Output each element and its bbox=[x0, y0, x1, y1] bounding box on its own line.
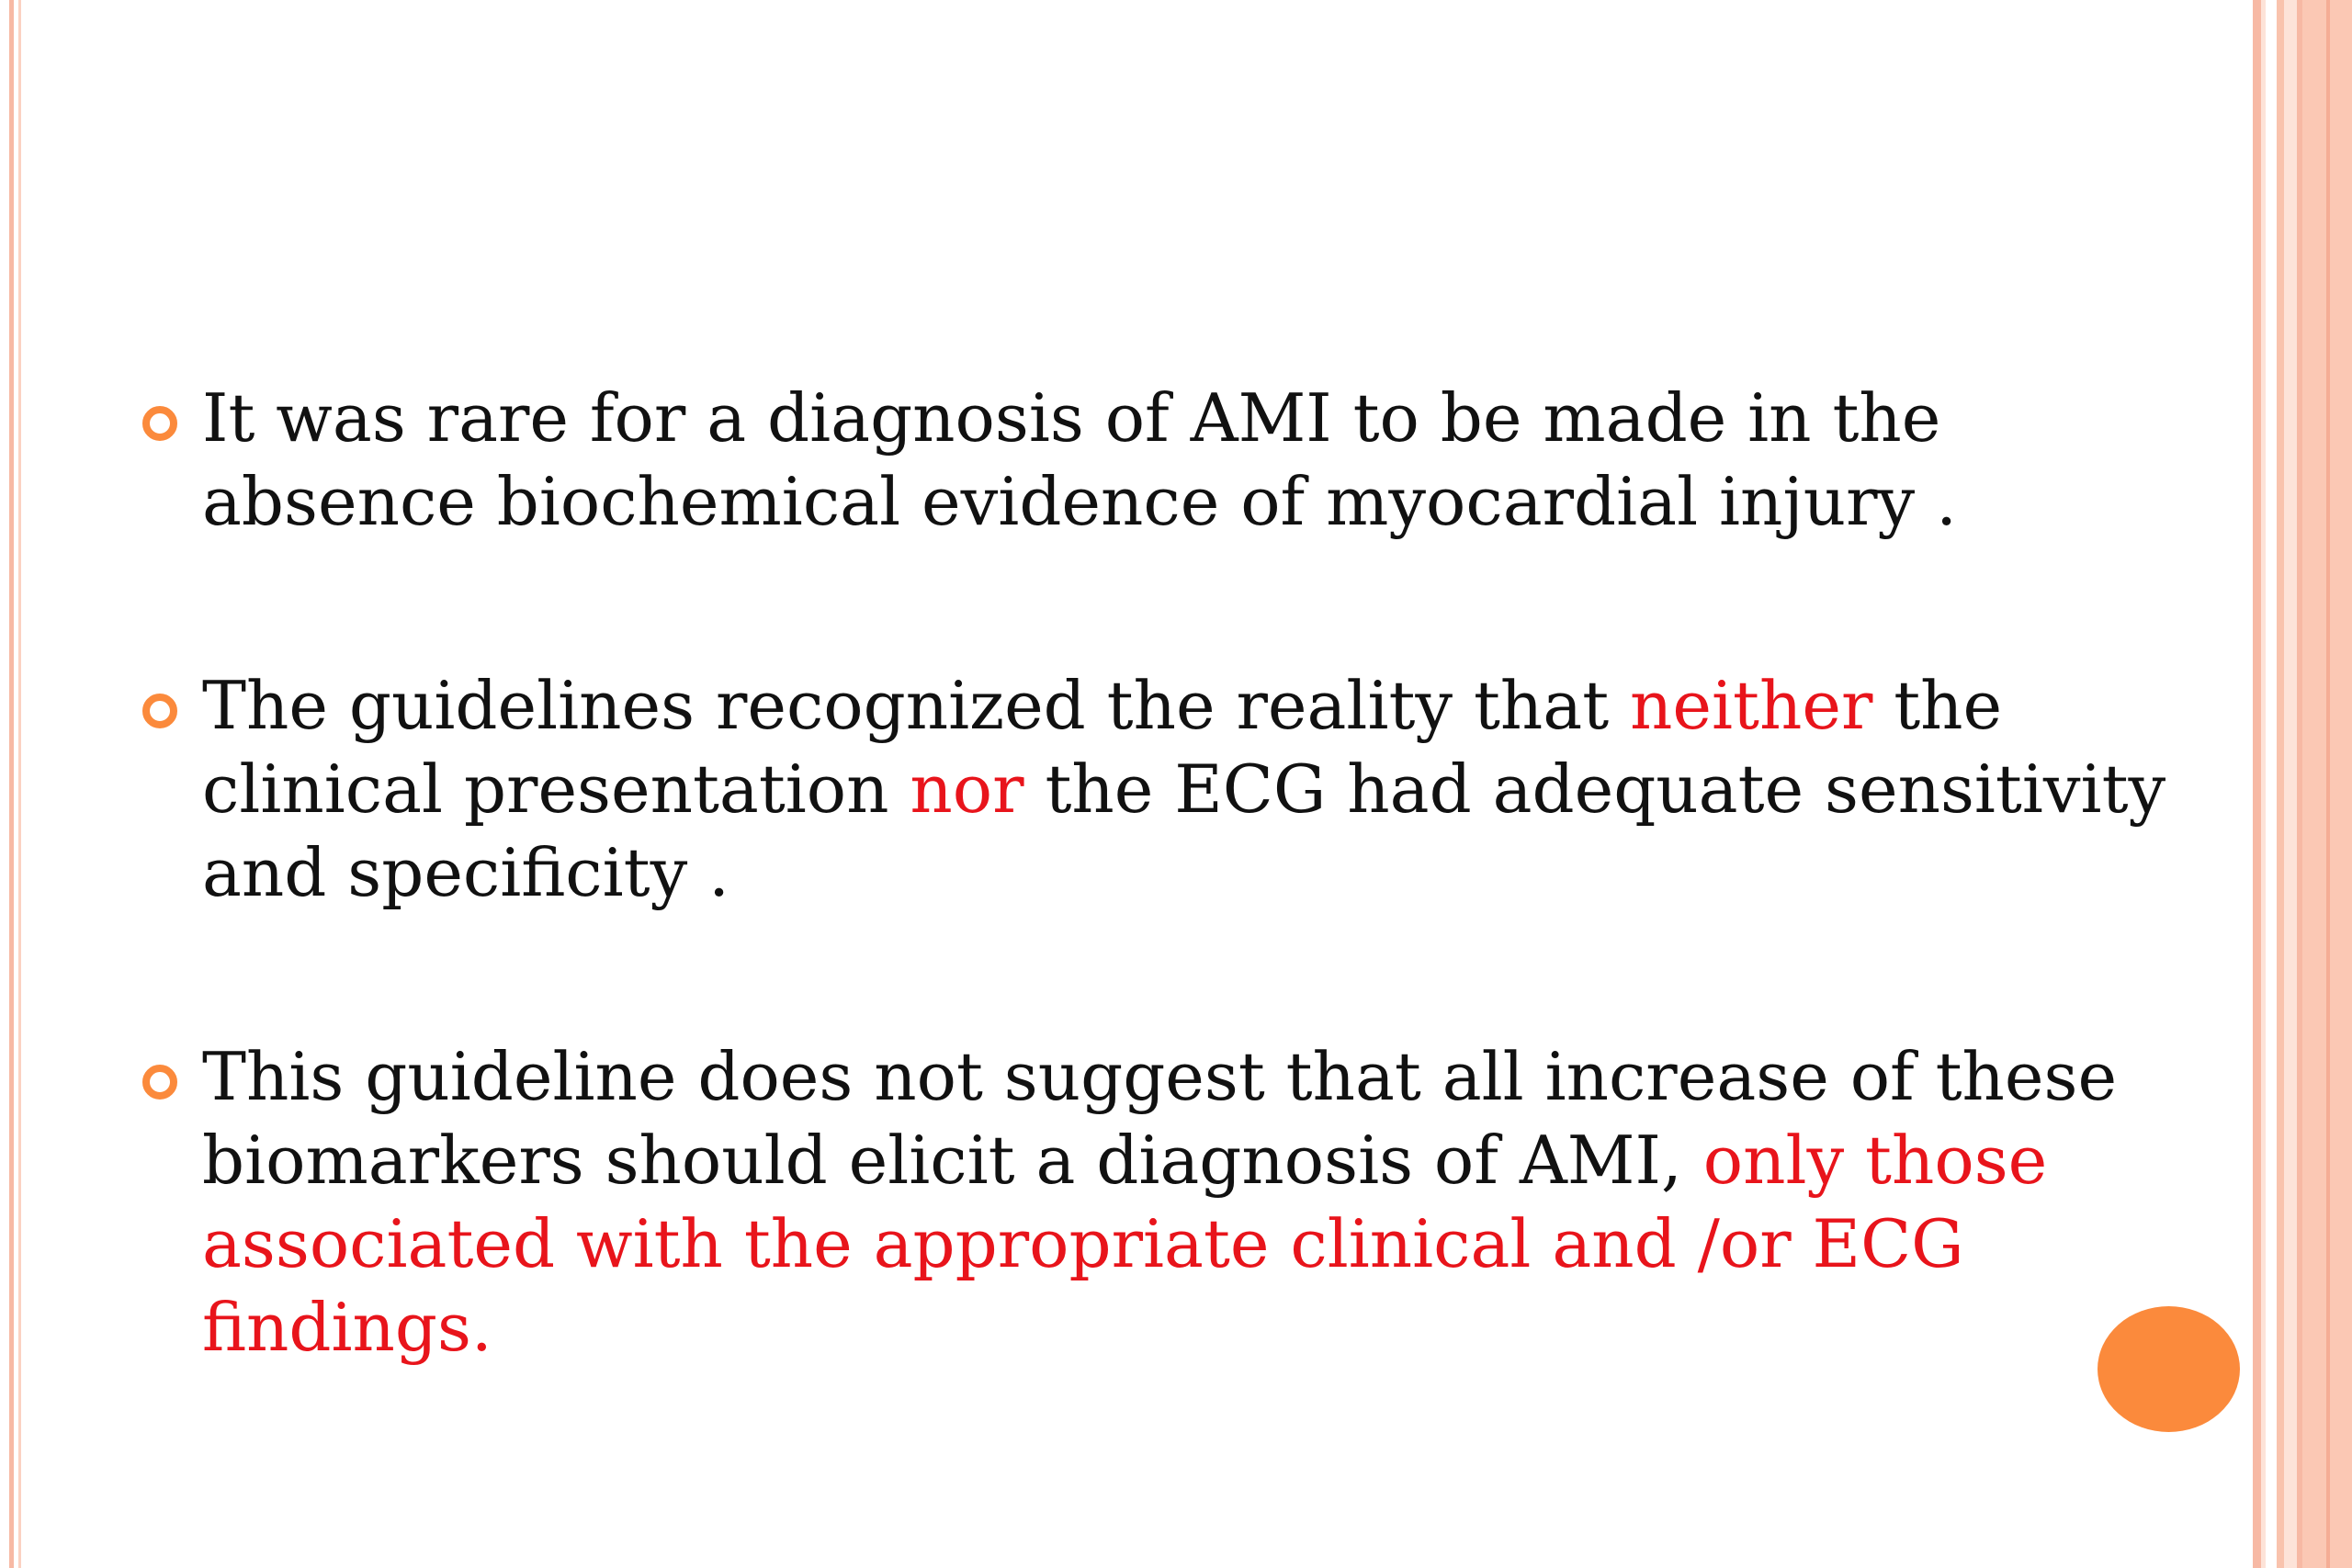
bullet-text: It was rare for a diagnosis of AMI to be made in the absence biochemical evidence of myocardial injury . bbox=[202, 379, 1957, 540]
right-stripe bbox=[2253, 0, 2261, 1568]
left-border-line-inner bbox=[18, 0, 21, 1568]
highlighted-text: only those associated with the appropriate clinical and /or ECG findings. bbox=[202, 1122, 2048, 1366]
bullet-item-2 bbox=[138, 664, 2205, 915]
bullet-ring-icon bbox=[142, 406, 177, 441]
bullet-item-3 bbox=[138, 1035, 2205, 1370]
bullet-item-1 bbox=[138, 377, 2205, 544]
bullet-text: The guidelines recognized the reality that bbox=[202, 667, 1631, 744]
bullet-ring-icon bbox=[142, 694, 177, 728]
bullet-ring-icon bbox=[142, 1065, 177, 1100]
highlighted-text: nor bbox=[910, 750, 1024, 828]
right-stripe bbox=[2284, 0, 2297, 1568]
bullet-text: the clinical presentation bbox=[202, 667, 2003, 828]
right-stripe bbox=[2266, 0, 2277, 1568]
right-stripe bbox=[2326, 0, 2330, 1568]
bullet-text: This guideline does not suggest that all increase of these biomarkers should elicit a diagnosis of AMI, bbox=[202, 1038, 2118, 1199]
right-stripe bbox=[2277, 0, 2284, 1568]
bullet-text: the ECG had adequate sensitivity and specificity . bbox=[202, 750, 2166, 911]
highlighted-text: neither bbox=[1630, 667, 1873, 744]
slide-body bbox=[138, 377, 2205, 1370]
left-border-line bbox=[9, 0, 14, 1568]
